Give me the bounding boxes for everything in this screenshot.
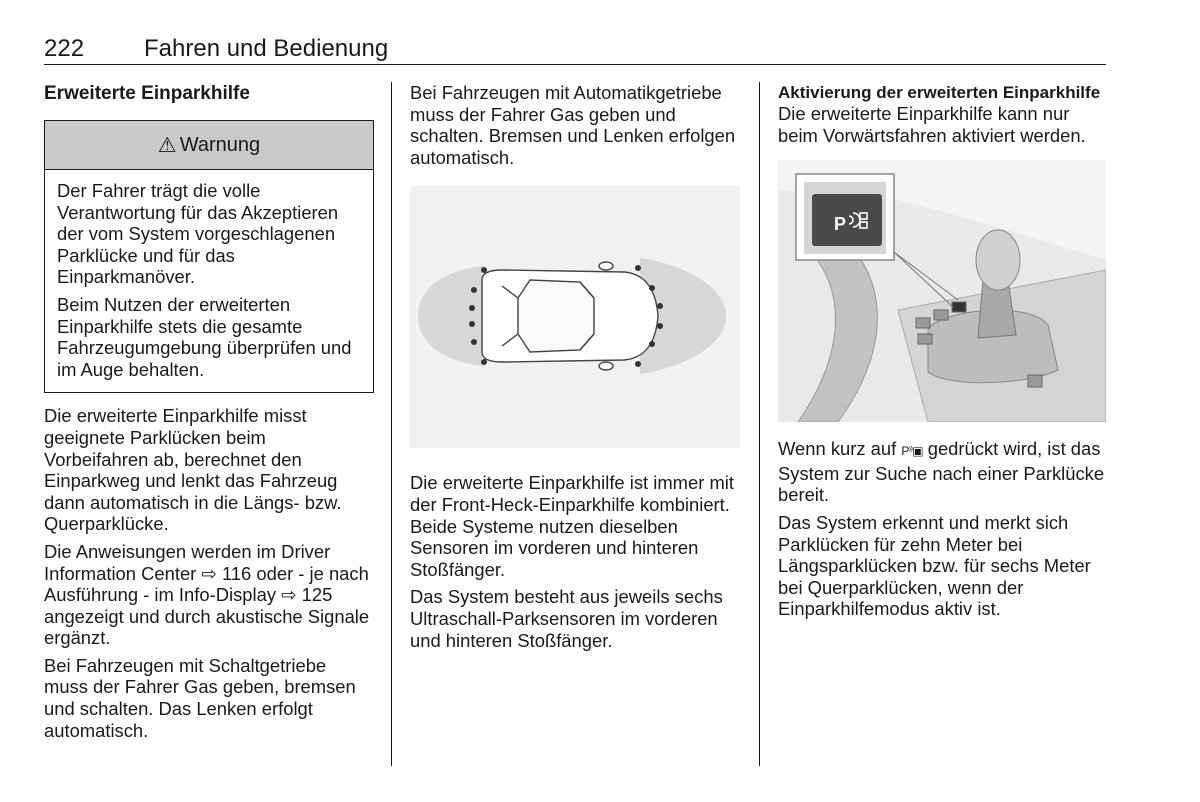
warning-body — [45, 170, 373, 392]
section-title: Fahren und Bedienung — [144, 35, 389, 62]
warning-label: Warnung — [179, 133, 261, 156]
paragraph: Die erweiterte Einparkhilfe misst geeignete Parklücken beim Vorbeifahren ab, berechnet den Einparkweg und lenkt das Fahrzeug dann automatisch in die Längs- bzw. Querparklücke. — [44, 405, 342, 535]
parking-assist-button — [812, 194, 882, 246]
paragraph: Das System erkennt und merkt sich Parklücken für zehn Meter bei Längsparklücken bzw. für sechs Meter bei Querparklücken, wenn der Einparkhilfemodus aktiv ist. — [778, 511, 1091, 620]
page-number: 222 — [44, 35, 85, 62]
heading-erweiterte-einparkhilfe: Erweiterte Einparkhilfe — [44, 83, 250, 104]
page-reference-arrow-icon: ⇨ — [201, 562, 217, 584]
column-3 — [778, 82, 1106, 626]
parking-assist-icon: P⁾⁾▣ — [901, 444, 923, 459]
paragraph — [44, 541, 374, 649]
paragraph: Das System besteht aus jeweils sechs Ultraschall-Parksensoren im vorderen und hinteren Stoßfänger. — [410, 586, 723, 651]
text-span: Die Anweisungen werden im Driver Information Center — [44, 540, 331, 584]
paragraph — [778, 438, 1106, 506]
paragraph: Die erweiterte Einparkhilfe ist immer mit der Front-Heck-Einparkhilfe kombiniert. Beide Systeme nutzen dieselben Sensoren im vorderen und hinteren Stoßfänger. — [410, 472, 734, 580]
text-span: gedrückt wird, ist das System zur Suche nach einer Parklücke bereit. — [778, 438, 1105, 506]
warning-paragraph: Beim Nutzen der erweiterten Einparkhilfe stets die gesamte Fahrzeugumgebung überprüfen und im Auge behalten. — [57, 293, 352, 380]
column-divider — [391, 82, 392, 766]
text-span: Wenn kurz auf — [778, 438, 902, 460]
warning-box — [44, 120, 374, 393]
parking-assist-button-label: P — [834, 214, 847, 235]
text-span: 125 angezeigt und durch akustische Signale ergänzt. — [44, 584, 370, 649]
warning-header — [45, 121, 373, 170]
parking-sensor-figure — [410, 186, 740, 448]
text-span: 116 oder - je nach Ausführung - im Info-Display — [44, 562, 369, 606]
warning-paragraph: Der Fahrer trägt die volle Verantwortung für das Akzeptieren der vom System vorgeschlagenen Parklücke und für das Einparkmanöver. — [57, 180, 339, 288]
page-header — [44, 34, 1106, 65]
paragraph: Die erweiterte Einparkhilfe kann nur beim Vorwärtsfahren aktiviert werden. — [778, 103, 1086, 146]
paragraph: Bei Fahrzeugen mit Schaltgetriebe muss der Fahrer Gas geben, bremsen und schalten. Das Lenken erfolgt automatisch. — [44, 654, 356, 741]
column-divider — [759, 82, 760, 766]
page-reference-arrow-icon: ⇨ — [281, 584, 297, 606]
console-button-figure — [778, 160, 1106, 422]
paragraph: Bei Fahrzeugen mit Automatikgetriebe muss der Fahrer Gas geben und schalten. Bremsen und Lenken erfolgen automatisch. — [410, 82, 736, 168]
car-top-view — [482, 262, 658, 370]
column-2 — [410, 82, 740, 657]
column-1 — [44, 82, 374, 747]
warning-triangle-icon: ⚠ — [157, 133, 177, 157]
heading-aktivierung: Aktivierung der erweiterten Einparkhilfe — [778, 83, 1101, 102]
